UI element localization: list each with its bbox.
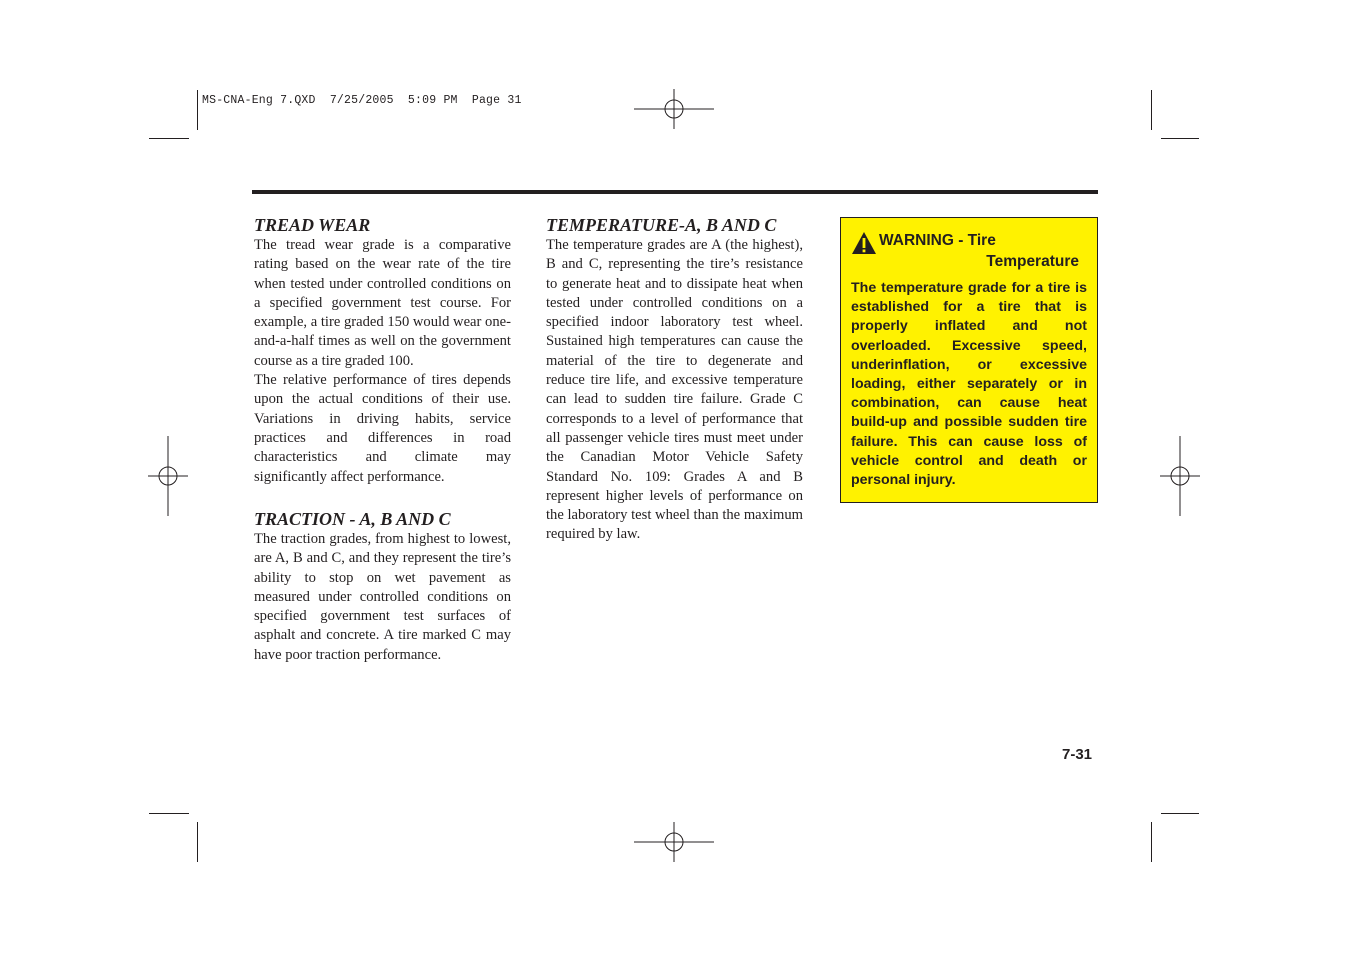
tread-wear-heading: TREAD WEAR <box>254 215 371 235</box>
warning-box <box>840 217 1098 503</box>
registration-mark-top <box>634 89 714 129</box>
registration-mark-left <box>148 436 188 516</box>
print-slug: MS-CNA-Eng 7.QXD 7/25/2005 5:09 PM Page 31 <box>202 94 522 107</box>
tread-wear-paragraph-1: The tread wear grade is a comparative rating based on the wear rate of the tire when tested under controlled conditions on a specified government test course. For example, a tire graded 150 would wear one-and-a-half times as well on the government course as a tire graded 100. <box>254 237 511 369</box>
registration-mark-right <box>1160 436 1200 516</box>
header-rule <box>252 190 1098 194</box>
temperature-paragraph: The temperature grades are A (the highest), B and C, representing the tire’s resistance to generate heat and to dissipate heat when tested under controlled conditions on a specified indoor laboratory test wheel. Sustained high temperatures can cause the material of the tire to degenerate and reduce tire life, and excessive temperature can lead to sudden tire failure. Grade C corresponds to a level of performance that all passenger vehicle tires must meet under the Canadian Motor Vehicle Safety Standard No. 109: Grades A and B represent higher levels of performance on the laboratory test wheel than the maximum required by law. <box>546 237 803 543</box>
tread-wear-paragraph-2: The relative performance of tires depends upon the actual conditions of their use. Variations in driving habits, service practices and differences in road characteristics and climate may significantly affect performance. <box>254 372 511 485</box>
registration-mark-bottom <box>634 822 714 862</box>
warning-title <box>851 230 1081 272</box>
column-left-traction <box>254 508 511 665</box>
warning-triangle-icon <box>851 231 877 255</box>
column-left <box>254 214 511 487</box>
traction-heading: TRACTION - A, B AND C <box>254 509 451 529</box>
warning-title-line-1: WARNING - Tire <box>879 232 996 249</box>
warning-title-line-2: Temperature <box>986 253 1079 270</box>
page-number: 7-31 <box>1062 746 1093 763</box>
warning-text: The temperature grade for a tire is established for a tire that is properly inflated and not overloaded. Excessive speed, underinflation, or excessive loading, either separately or in combination, can cause heat build-up and possible sudden tire failure. This can cause loss of vehicle control and death or personal injury. <box>851 280 1087 489</box>
traction-paragraph: The traction grades, from highest to lowest, are A, B and C, and they represent the tire’s ability to stop on wet pavement as measured under controlled conditions on specified government test surfaces of asphalt and concrete. A tire marked C may have poor traction performance. <box>254 531 511 663</box>
temperature-heading: TEMPERATURE-A, B AND C <box>546 215 777 235</box>
column-middle <box>546 214 803 545</box>
